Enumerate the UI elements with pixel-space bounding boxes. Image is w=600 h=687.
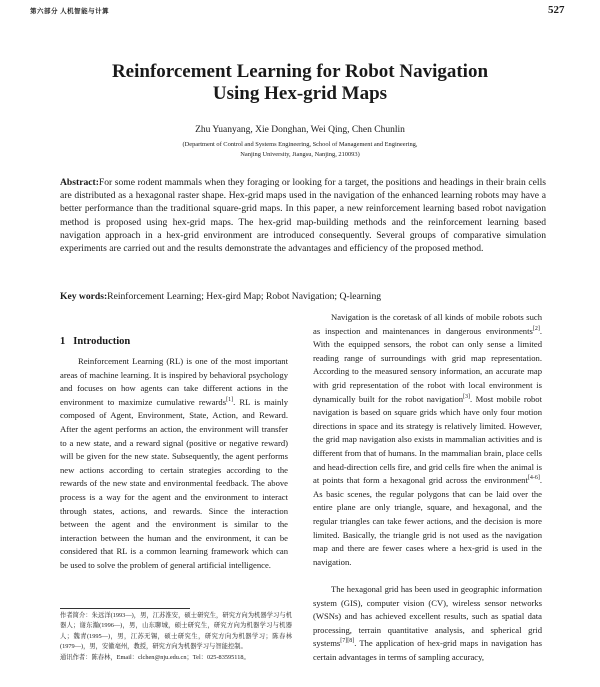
citation: [2]: [532, 325, 540, 332]
abstract-text: For some rodent mammals when they foraging or looking for a target, the positions and headings in their brain cells are distributed as a hexagonal raster shape. Hex-grid maps used in the navigation of the enhanced learning robots may have a better performance than the traditional square-grid maps. In this paper, a new reinforcement learning based robot navigation method is proposed using hex-grid maps. The hex-grid map-building methods and the reinforcement learning based navigation approach in a hex-grid environment are introduced consequently. Several groups of comparative simulation experiments are carried out and the results demonstrate the advantages and efficiency of the proposed method.: [60, 177, 546, 255]
citation: [4-6]: [527, 475, 540, 482]
right-p2-b: . The application of hex-grid maps in navigation has certain advantages in terms of sampling accuracy,: [313, 638, 542, 662]
keywords-label: Key words:: [60, 291, 108, 302]
footnote: [60, 611, 292, 663]
abstract-label: Abstract:: [60, 177, 99, 188]
abstract: [60, 176, 546, 255]
authors: Zhu Yuanyang, Xie Donghan, Wei Qing, Chen Chunlin: [195, 125, 405, 135]
right-p1-a: Navigation is the coretask of all kinds of mobile robots such as inspection and maintenances in dangerous environments: [313, 312, 542, 336]
footnote-authors: 作者简介：朱远洋(1993—)，男，江苏淮安，硕士研究生，研究方向为机器学习与机器人；谢东瀚(1996—)，男，山东聊城，硕士研究生，研究方向为机器学习与机器人；魏青(1995—)，男，江苏无锡，硕士研究生，研究方向为机器学习；陈春林(1979—)，男，安徽亳州，教授，研究方向为机器学习与智能控制。: [60, 612, 292, 651]
citation: [7][8]: [340, 638, 355, 645]
page-number: 527: [548, 4, 565, 16]
right-column-paragraph-2: [313, 583, 542, 665]
citation: [1]: [226, 396, 234, 403]
paper-title-line-2: Using Hex-grid Maps: [212, 83, 388, 104]
running-header: 第六部分 人机智能与计算: [30, 8, 110, 15]
left-para-text-a: Reinforcement Learning (RL) is one of the most important areas of machine learning. It is inspired by behavioral psychology and focuses on how agents can take different actions in the environment to maximize cumulative rewards: [60, 356, 288, 407]
citation: [3]: [463, 393, 471, 400]
keywords: [60, 290, 546, 303]
right-p1-b: . With the equipped sensors, the robot can only sense a limited reading range of surroundings with grid map representation. According to the measured sensory information, an accurate map with grid representation of the robot with local environment is dynamically built for the robot navigation: [313, 325, 542, 404]
right-p1-c: . Most mobile robot navigation is based on square grids which have only four motion directions in space and its strategy is relatively limited. However, the grid map navigation also exists in mammalian activities and is different from that of humans. In the mammalian brain, place cells and head-direction cells fire, and grid cells fire when the animal is at points that form a hexagonal grid across the environment: [313, 393, 542, 486]
footnote-divider: [60, 608, 190, 609]
footnote-contact: 通讯作者：陈春林，Email：clchen@nju.edu.cn；Tel：025-83595118。: [60, 653, 250, 661]
right-p2-a: The hexagonal grid has been used in geographic information system (GIS), computer vision (CV), wireless sensor networks (WSNs) and has achieved excellent results, such as spatial data processing, terrain quantitative analysis, and spherical grid systems: [313, 584, 542, 649]
section-title: Introduction: [73, 336, 131, 347]
left-column-paragraph: [60, 355, 288, 573]
right-column-paragraph-1: [313, 311, 542, 569]
affiliation-line-2: Nanjing University, Jiangsu, Nanjing, 210093): [240, 151, 360, 158]
keywords-text: Reinforcement Learning; Hex-gird Map; Robot Navigation; Q-learning: [107, 291, 382, 302]
affiliation-line-1: (Department of Control and Systems Engineering, School of Management and Engineering,: [182, 141, 418, 148]
paper-title-line-1: Reinforcement Learning for Robot Navigation: [111, 61, 489, 82]
left-para-text-b: . RL is mainly composed of Agent, Environment, State, Action, and Reward. After the agent performs an action, the environment will transfer to a new state, and a reward signal (positive or negative reward) will be given for the new state. Subsequently, the agent performs new actions according to certain strategies according to the rewards of the new state and environmental feedback. The above process is a way for the agent and the environment to interact through states, actions, and rewards. Since the interaction between the agent and the environment is similar to the interaction between the human and the environment, it can be considered that RL is a common learning framework which can be used to solve the problem of general artificial intelligence.: [60, 396, 289, 570]
section-heading: [60, 336, 130, 347]
right-p1-d: . As basic scenes, the regular polygons that can be laid over the entire plane are only triangle, square, and hexagonal, and the regular triangles can take fewer actions, and the decision is more limited. Basically, the triangle grid is not used as the navigation map and there are fewer cases where a hex-grid is used in the navigation.: [313, 475, 542, 567]
section-number: 1: [60, 336, 66, 347]
